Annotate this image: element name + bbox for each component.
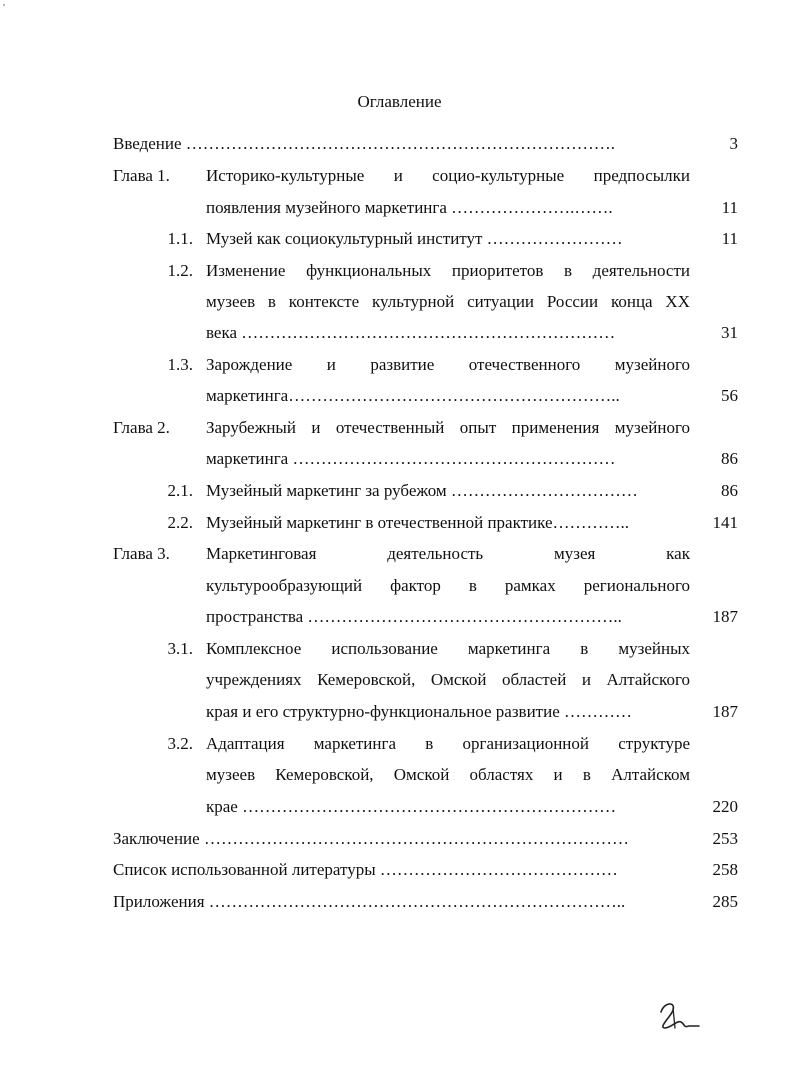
toc-entry-title: Изменение функциональных приоритетов в деятельности [206, 261, 690, 280]
toc-entry-title: Маркетинговая деятельность музея как [206, 544, 690, 563]
toc-entry [0, 857, 799, 883]
toc-entry [0, 383, 799, 409]
toc-entry-number: 1.3. [167, 355, 193, 374]
toc-entry-title: Музейный маркетинг в отечественной практике………….. [206, 513, 630, 532]
signature-icon [655, 998, 703, 1038]
toc-entry-page: 56 [721, 386, 738, 405]
toc-entry-title: маркетинга………………………………………………….. [206, 386, 620, 405]
toc-entry [0, 699, 799, 725]
toc-entry-title: музеев Кемеровской, Омской областях и в Алтайском [206, 765, 690, 784]
toc-entry [0, 226, 799, 252]
toc-entry-title: маркетинга ………………………………………………… [206, 449, 616, 468]
toc-entry [0, 762, 799, 788]
toc-entry-title: века ………………………………………………………… [206, 323, 616, 342]
toc-entry [0, 352, 799, 378]
toc-entry [0, 415, 799, 441]
toc-entry-page: 253 [712, 829, 738, 848]
toc-entry-page: 11 [721, 198, 738, 217]
toc-entry-number: Глава 1. [113, 166, 170, 185]
toc-entry [0, 478, 799, 504]
toc-entry-page: 187 [712, 607, 738, 626]
toc-entry-title: культурообразующий фактор в рамках регионального [206, 576, 690, 595]
toc-entry-title: Адаптация маркетинга в организационной структуре [206, 734, 690, 753]
toc-entry-title: Зарождение и развитие отечественного музейного [206, 355, 690, 374]
toc-entry-title: учреждениях Кемеровской, Омской областей и Алтайского [206, 670, 690, 689]
toc-entry [0, 258, 799, 284]
toc-entry-page: 3 [729, 134, 738, 153]
toc-entry-number: 3.2. [167, 734, 193, 753]
toc-entry-title: Историко-культурные и социо-культурные предпосылки [206, 166, 690, 185]
toc-entry [0, 604, 799, 630]
toc-entry-title: Приложения ……………………………………………………………….. [113, 892, 626, 911]
toc-entry-page: 220 [712, 797, 738, 816]
toc-entry [0, 826, 799, 852]
toc-entry-number: 3.1. [167, 639, 193, 658]
toc-entry-title: Музей как социокультурный институт …………………… [206, 229, 623, 248]
toc-entry-number: 2.2. [167, 513, 193, 532]
toc-entry-number: Глава 2. [113, 418, 170, 437]
toc-entry [0, 889, 799, 915]
toc-entry [0, 320, 799, 346]
toc-entry-page: 285 [712, 892, 738, 911]
toc-entry [0, 446, 799, 472]
toc-entry [0, 131, 799, 157]
toc-entry [0, 794, 799, 820]
toc-entry-title: музеев в контексте культурной ситуации России конца XX [206, 292, 690, 311]
toc-entry-title: края и его структурно-функциональное развитие ………… [206, 702, 633, 721]
toc-entry-page: 86 [721, 481, 738, 500]
toc-entry-title: Введение …………………………………………………………………. [113, 134, 616, 153]
toc-entry-page: 141 [712, 513, 738, 532]
page-title: Оглавление [357, 92, 442, 111]
toc-entry [0, 731, 799, 757]
toc-entry [0, 573, 799, 599]
toc-entry-title: Зарубежный и отечественный опыт применения музейного [206, 418, 690, 437]
toc-entry-page: 258 [712, 860, 738, 879]
toc-entry-page: 86 [721, 449, 738, 468]
toc-entry-number: 1.2. [167, 261, 193, 280]
toc-entry-title: пространства ……………………………………………….. [206, 607, 622, 626]
toc-entry-page: 187 [712, 702, 738, 721]
toc-entry-number: Глава 3. [113, 544, 170, 563]
toc-entry [0, 510, 799, 536]
corner-mark: ' [3, 2, 5, 14]
toc-entry-number: 2.1. [167, 481, 193, 500]
toc-entry [0, 541, 799, 567]
toc-entry-page: 31 [721, 323, 738, 342]
toc-entry-page: 11 [721, 229, 738, 248]
toc-entry [0, 667, 799, 693]
toc-entry-title: Комплексное использование маркетинга в музейных [206, 639, 690, 658]
toc-entry-title: крае ………………………………………………………… [206, 797, 617, 816]
toc-entry-title: Список использованной литературы …………………………………… [113, 860, 618, 879]
toc-entry [0, 163, 799, 189]
toc-entry-title: Заключение ………………………………………………………………… [113, 829, 629, 848]
toc-entry-title: появления музейного маркетинга ………………….……. [206, 198, 613, 217]
toc-entry [0, 289, 799, 315]
toc-entry [0, 636, 799, 662]
toc-entry-title: Музейный маркетинг за рубежом …………………………… [206, 481, 638, 500]
toc-entry [0, 195, 799, 221]
toc-entry-number: 1.1. [167, 229, 193, 248]
